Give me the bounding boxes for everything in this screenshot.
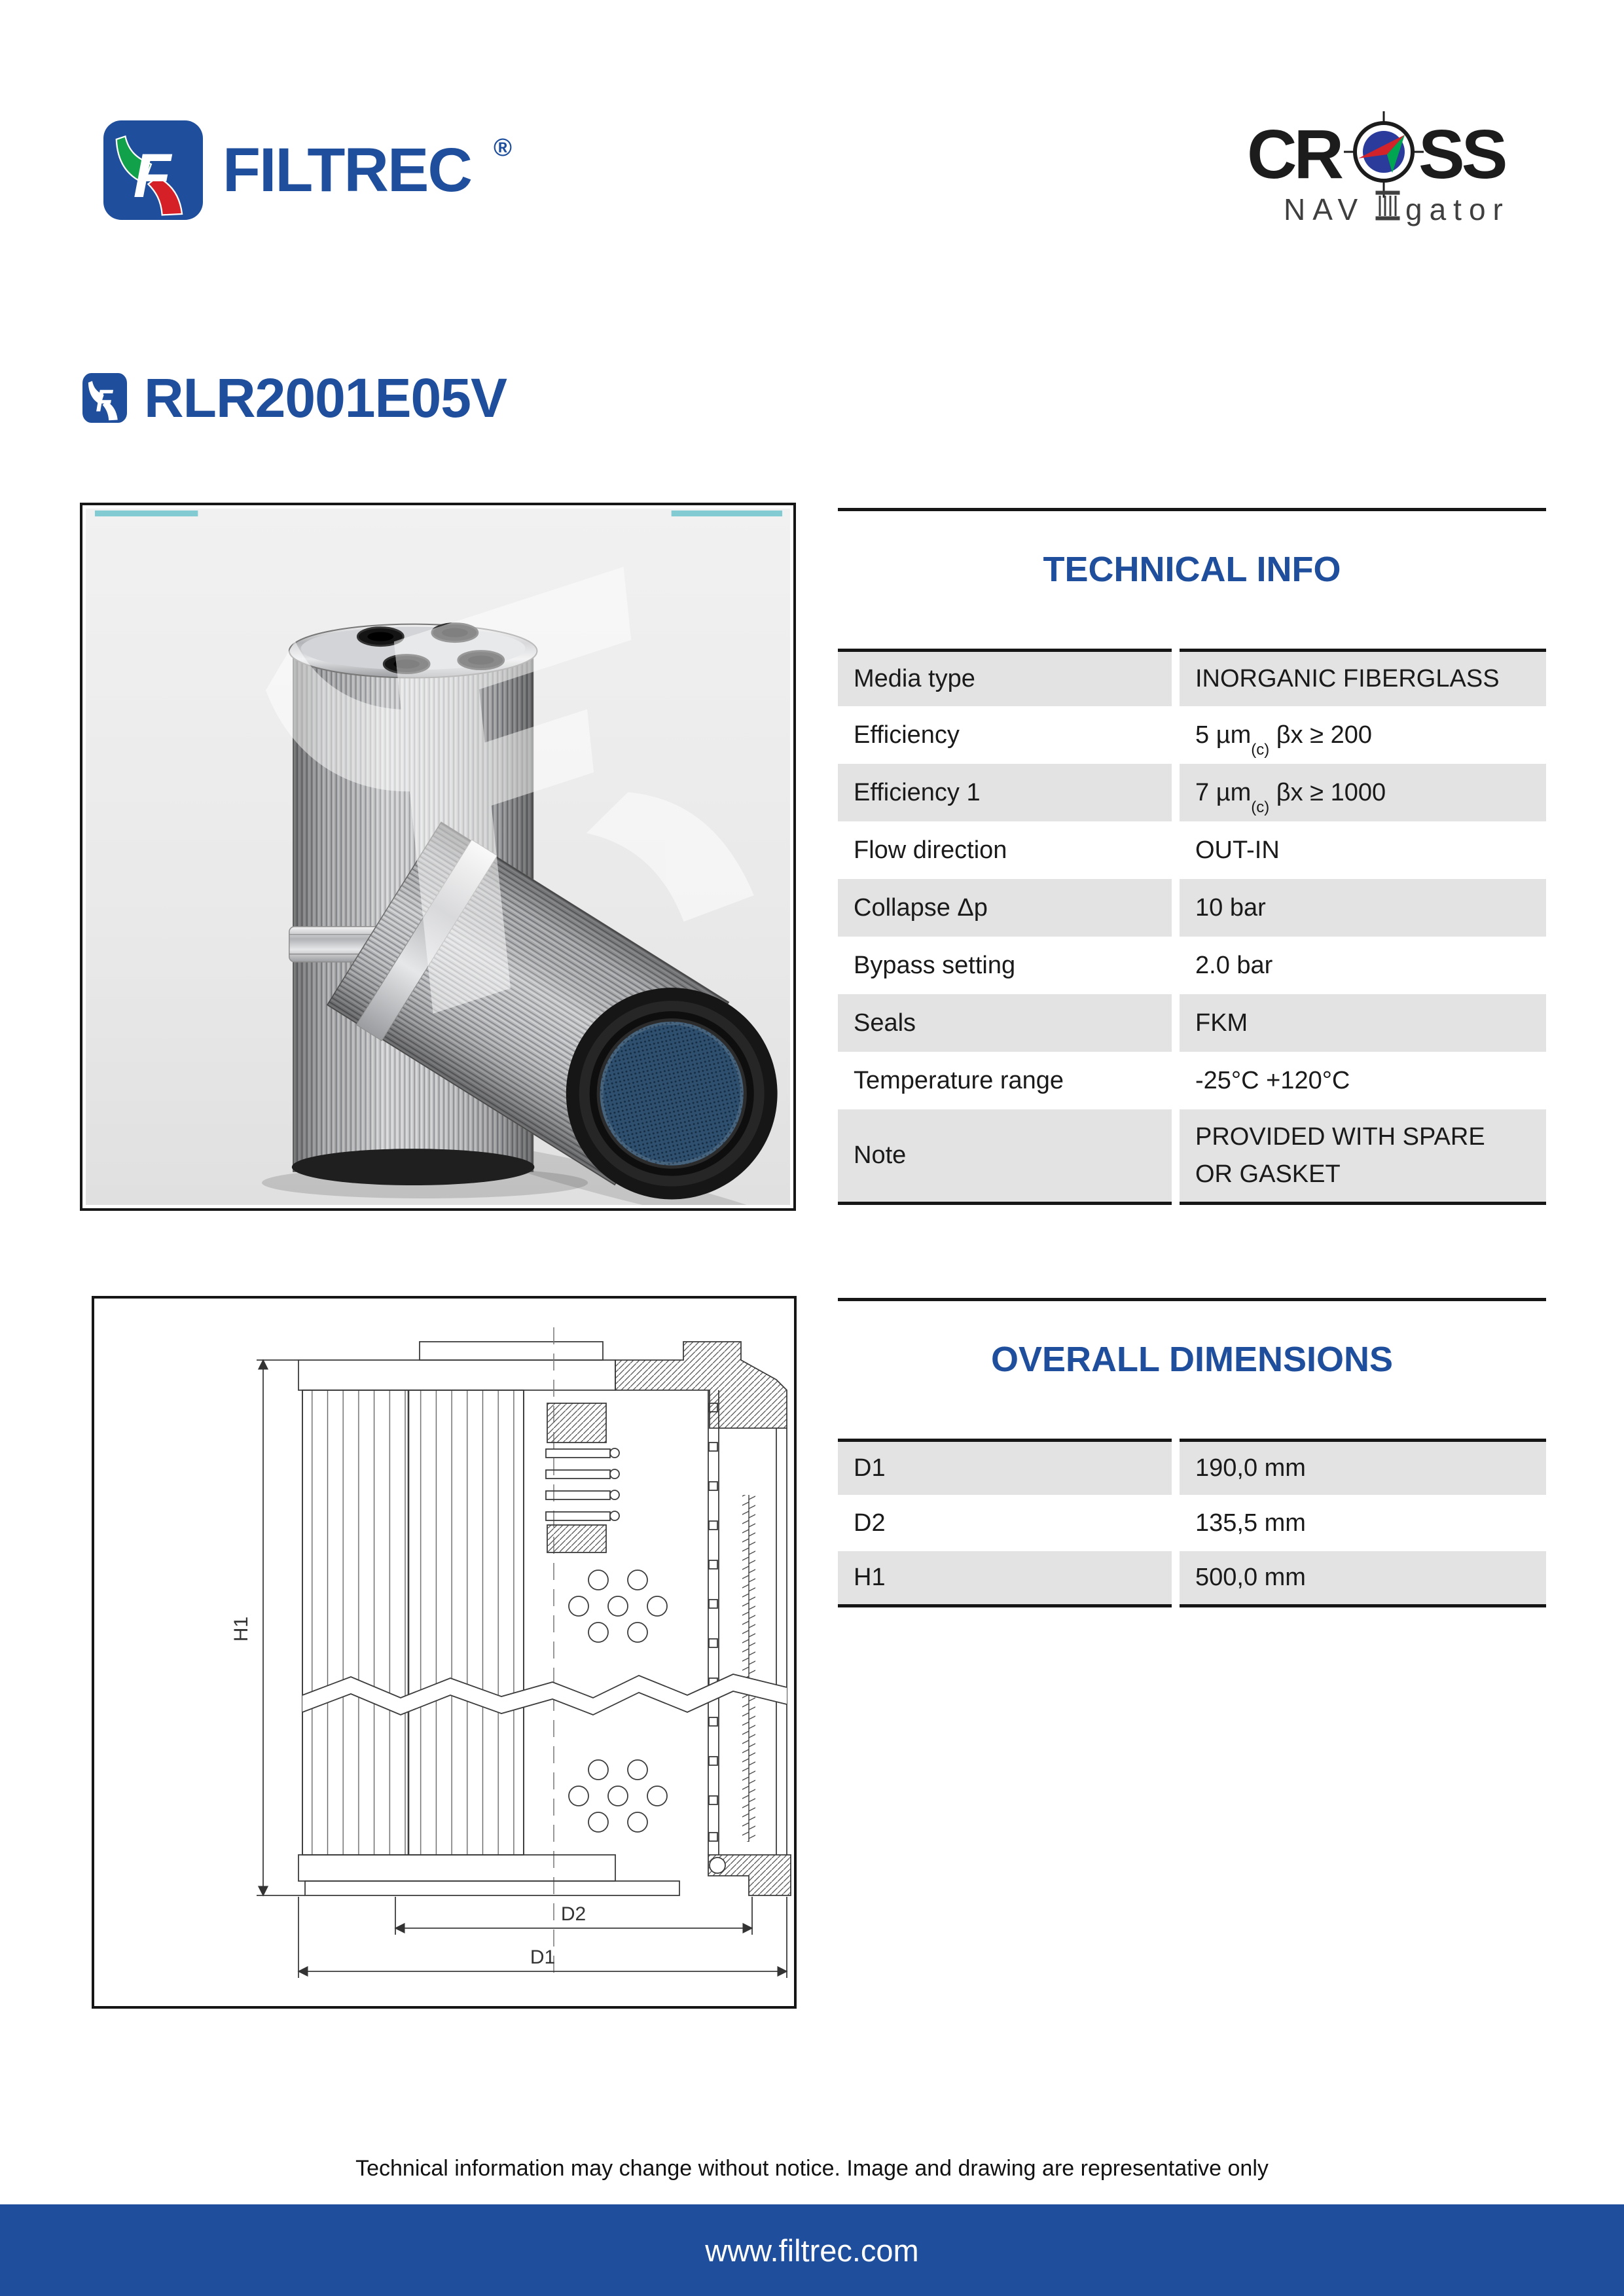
filtrec-logo: [103, 120, 513, 220]
technical-info-title: TECHNICAL INFO: [1043, 550, 1341, 589]
svg-text:F: F: [133, 141, 171, 211]
row-value: 10 bar: [1180, 879, 1546, 937]
column-icon: [1376, 191, 1399, 220]
row-label: Flow direction: [854, 836, 1007, 864]
row-value: 135,5 mm: [1195, 1509, 1306, 1537]
table-row: [838, 821, 1546, 879]
row-label: Seals: [838, 994, 1172, 1052]
scan-artifact-left: [95, 511, 198, 516]
dim-d2-label: D2: [560, 1903, 586, 1925]
technical-info-section: [838, 508, 1546, 1205]
row-label: Collapse Δp: [838, 879, 1172, 937]
page-title: RLR2001E05V: [144, 367, 507, 429]
footer-bar: [0, 2204, 1624, 2296]
technical-drawing: [92, 1296, 797, 2009]
row-label: Temperature range: [854, 1066, 1064, 1094]
gator-text: gator: [1405, 192, 1510, 226]
table-row: [838, 764, 1546, 821]
table-row: [838, 879, 1546, 937]
dim-h1: [230, 1360, 305, 1895]
dim-d1: [298, 1897, 787, 1978]
product-title-row: [82, 367, 507, 429]
nav-text: NAV: [1284, 192, 1365, 226]
table-row: [838, 1052, 1546, 1109]
registered-mark: ®: [494, 134, 513, 162]
product-photo: [80, 503, 796, 1211]
overall-dimensions-section: [838, 1298, 1546, 1607]
section-rule: [838, 1298, 1546, 1301]
overall-dimensions-title: OVERALL DIMENSIONS: [990, 1340, 1394, 1379]
section-rule: [838, 508, 1546, 511]
filtrec-mini-icon: [82, 373, 127, 423]
overall-dimensions-table: [838, 1439, 1546, 1607]
cross-text-left: CR: [1247, 116, 1341, 193]
table-row: [838, 649, 1546, 706]
dim-d2: [395, 1897, 752, 1935]
row-value: -25°C +120°C: [1195, 1066, 1350, 1094]
row-value: 2.0 bar: [1195, 951, 1273, 979]
technical-info-table: [838, 649, 1546, 1205]
table-row: [838, 1551, 1546, 1607]
row-label: H1: [838, 1551, 1172, 1607]
filtrec-logo-icon: [103, 120, 203, 220]
row-value: 5 µm$_{(c)}$ βx ≥ 200: [1195, 721, 1373, 759]
row-value: OUT-IN: [1195, 836, 1280, 864]
table-row: [838, 706, 1546, 764]
website-link[interactable]: www.filtrec.com: [705, 2233, 919, 2268]
cross-navigator-logo: [1247, 110, 1522, 226]
dim-h1-label: H1: [230, 1616, 252, 1642]
row-label: Efficiency 1: [838, 764, 1172, 821]
row-value: 500,0 mm: [1180, 1551, 1546, 1607]
row-value: FKM: [1180, 994, 1546, 1052]
cross-text-right: SS: [1418, 116, 1505, 193]
row-value: PROVIDED WITH SPARE OR GASKET: [1180, 1109, 1546, 1205]
row-label: Bypass setting: [854, 951, 1016, 979]
table-row: [838, 1495, 1546, 1551]
compass-icon: [1344, 111, 1424, 198]
dim-d1-label: D1: [530, 1946, 556, 1968]
svg-text:F: F: [96, 384, 113, 419]
filtrec-wordmark: FILTREC: [223, 135, 472, 205]
table-row: [838, 994, 1546, 1052]
row-label: Media type: [838, 649, 1172, 706]
row-label: D1: [838, 1439, 1172, 1495]
scan-artifact-right: [672, 511, 782, 516]
table-row: [838, 1439, 1546, 1495]
row-label: Note: [838, 1109, 1172, 1205]
row-value: 7 µm$_{(c)}$ βx ≥ 1000: [1180, 764, 1546, 821]
row-label: Efficiency: [854, 721, 960, 749]
disclaimer-text: Technical information may change without notice. Image and drawing are representative only: [355, 2156, 1269, 2181]
table-row: [838, 1109, 1546, 1205]
row-value: 190,0 mm: [1180, 1439, 1546, 1495]
table-row: [838, 937, 1546, 994]
row-value: INORGANIC FIBERGLASS: [1180, 649, 1546, 706]
row-label: D2: [854, 1509, 886, 1537]
